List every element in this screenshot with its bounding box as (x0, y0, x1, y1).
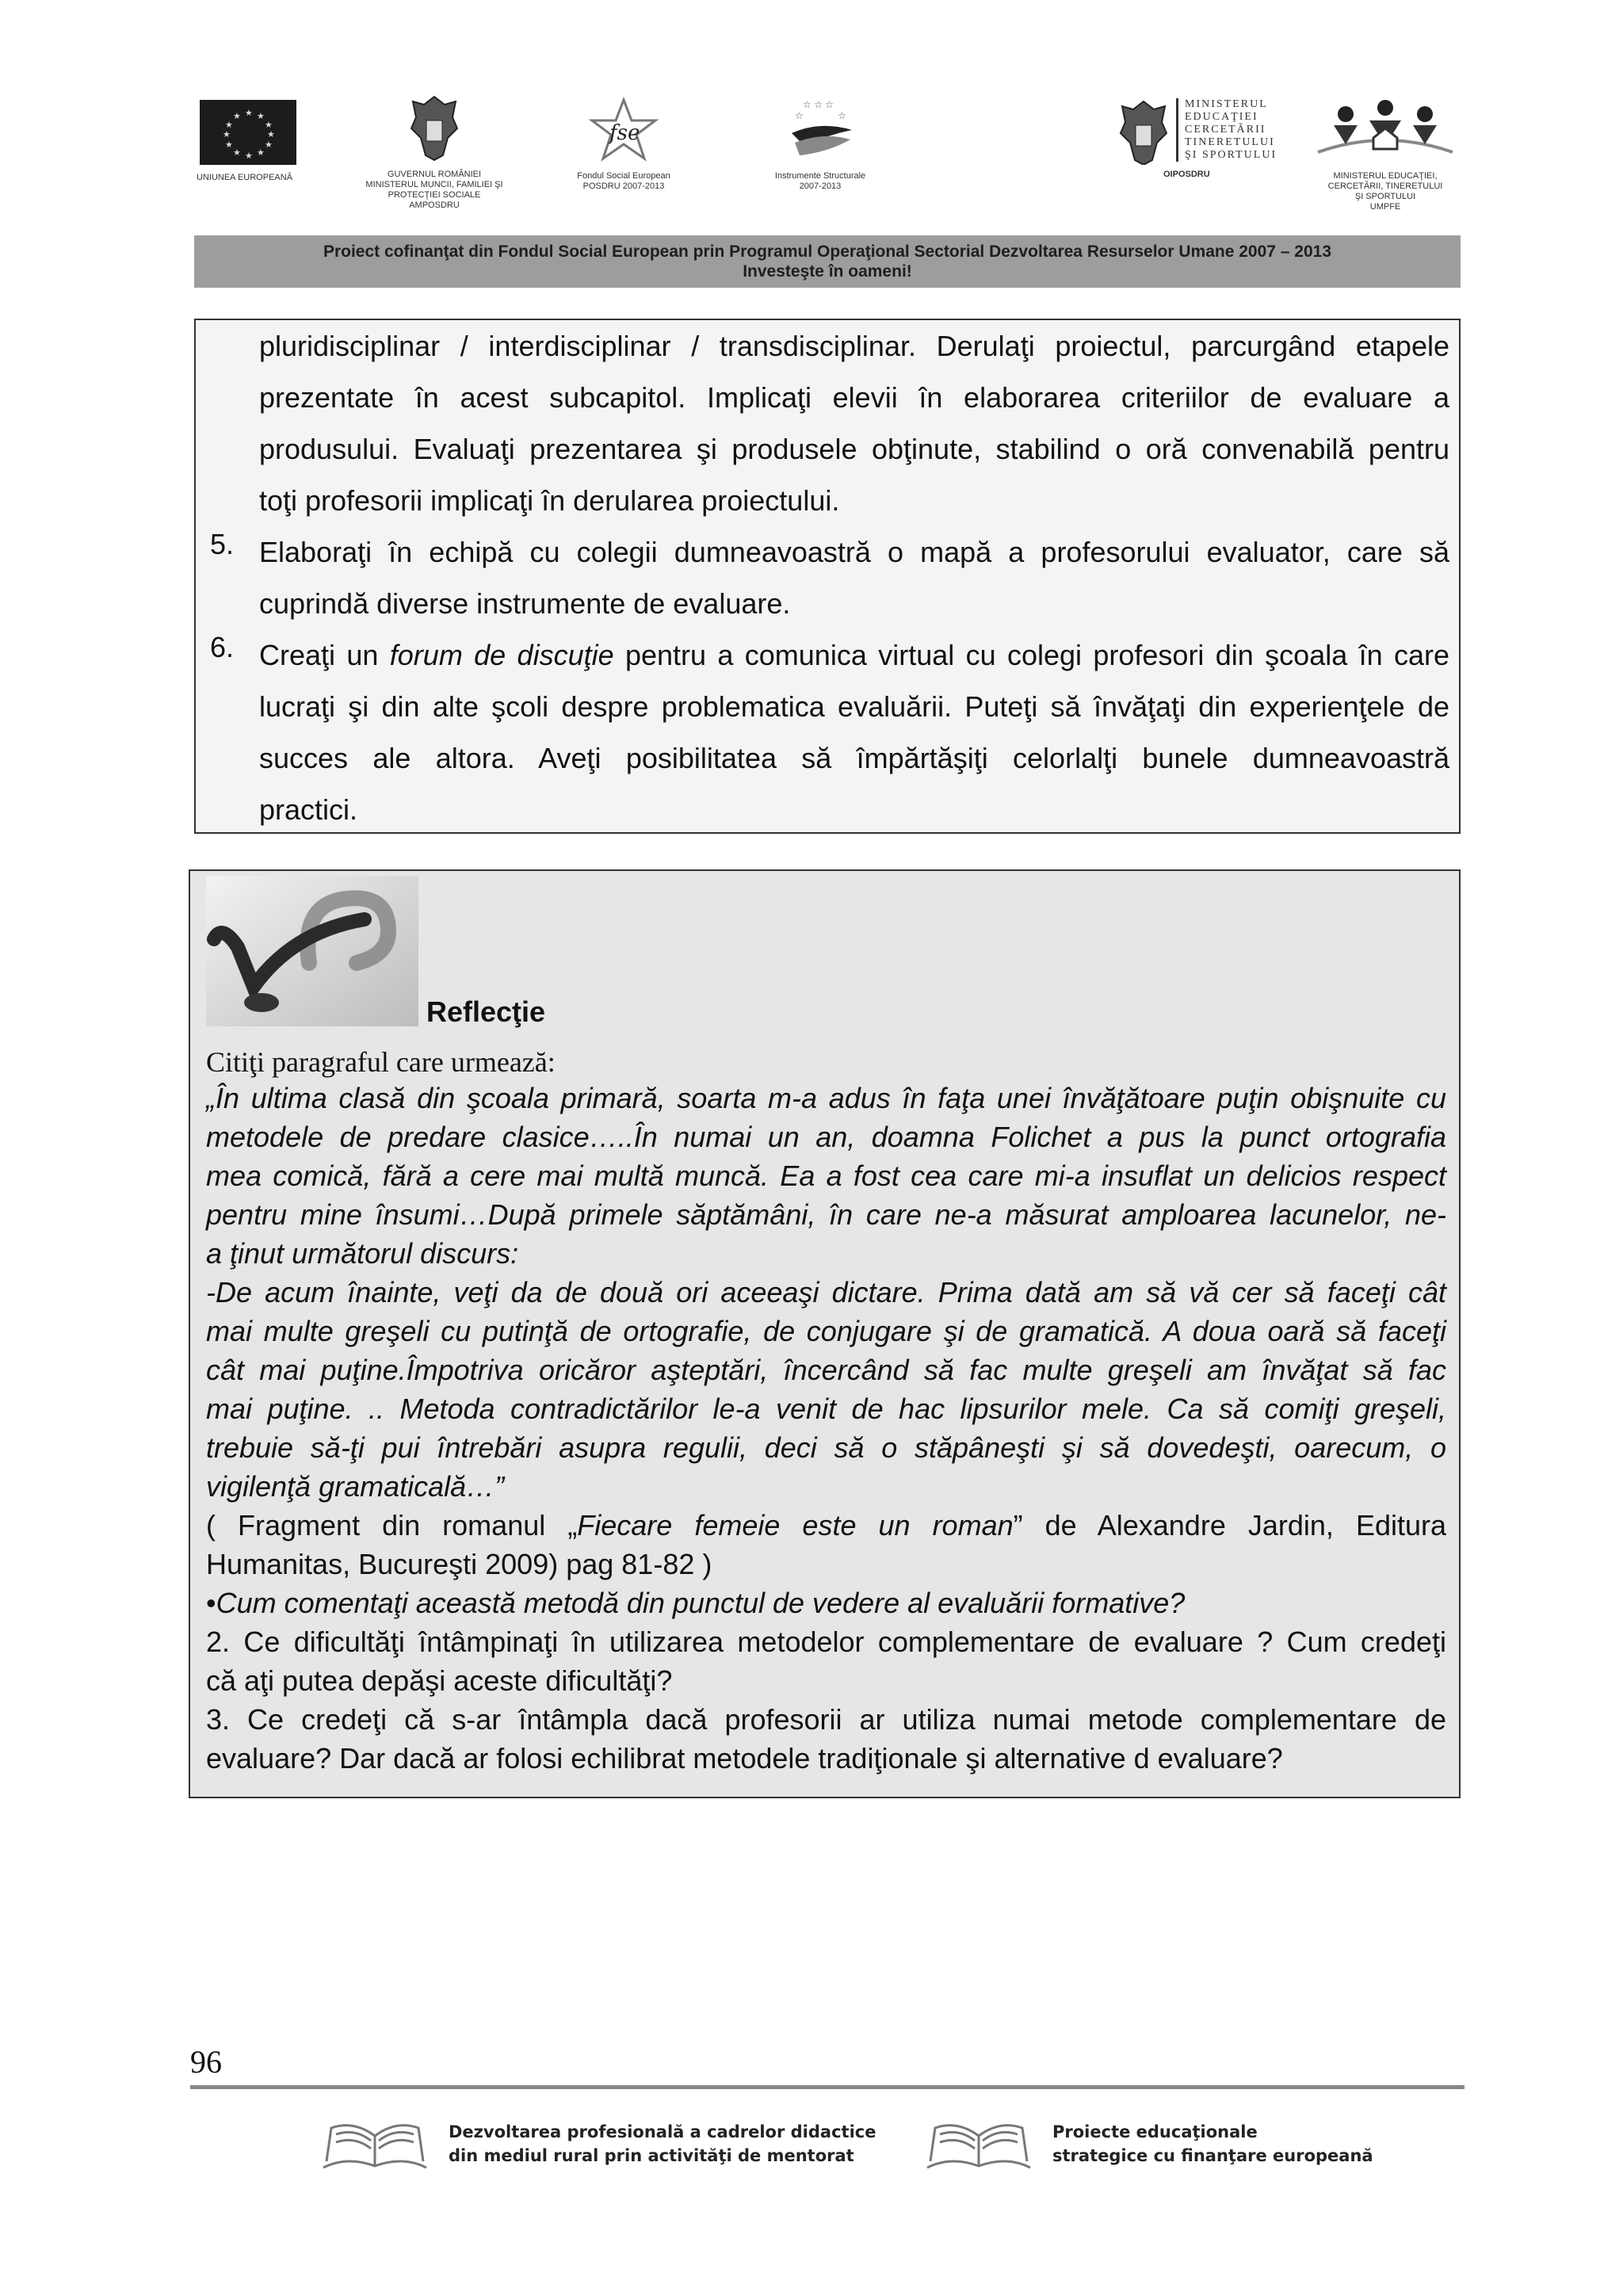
task6-line-4: practici. (259, 793, 358, 826)
ministry-education-logo (1116, 98, 1171, 165)
footer-right-text (1052, 2120, 1373, 2168)
task5-line-1: Elaboraţi în echipă cu colegii dumneavoastră o mapă a profesorului evaluator, care să (259, 536, 1449, 568)
footer-left-line-1: Dezvoltarea profesională a cadrelor didactice (449, 2122, 876, 2141)
open-book-icon-2 (919, 2112, 1038, 2177)
svg-text:★: ★ (257, 147, 265, 158)
source-line-2: Humanitas, Bucureşti 2009) pag 81-82 ) (206, 1548, 712, 1580)
task4-line-2: prezentate în acest subcapitol. Implicaţi elevii în elaborarea criteriilor de evaluare a (259, 381, 1449, 414)
task5-number: 5. (210, 528, 235, 560)
source-pre: ( Fragment din romanul „ (206, 1509, 578, 1541)
svg-text:★: ★ (265, 139, 273, 150)
svg-text:★: ★ (225, 139, 233, 150)
question-3-line-2: evaluare? Dar dacă ar folosi echilibrat metodele tradiţionale şi alternative d evaluare? (206, 1742, 1283, 1775)
umpfe-logo-block (1306, 97, 1465, 212)
svg-text:★: ★ (267, 129, 275, 139)
header-logos (197, 94, 1465, 220)
question-mark-icon (206, 876, 418, 1026)
eu-flag-logo (200, 100, 296, 165)
project-banner (194, 235, 1461, 288)
reflection-title: Reflecţie (426, 995, 546, 1028)
gov-caption: GUVERNUL ROMÂNIEI MINISTERUL MUNCII, FAMILIEI ŞI PROTECŢIEI SOCIALE AMPOSDRU (365, 170, 503, 210)
question-1 (206, 1584, 1446, 1622)
svg-text:★: ★ (257, 111, 265, 121)
task4-line-1: pluridisciplinar / interdisciplinar / transdisciplinar. Derulaţi proiectul, parcurgând etapele (259, 330, 1449, 362)
quote-line-7: mai multe greşeli cu putinţă de ortografie, de conjugare şi de gramatică. A doua oară să faceţi (206, 1315, 1446, 1347)
open-book-icon (315, 2112, 434, 2177)
quote-line-10: trebuie să-ţi pui întrebări asupra regulii, deci să o stăpâneşti şi să dovedeşti, oarecum, o (206, 1431, 1446, 1464)
banner-line-1: Proiect cofinanţat din Fondul Social European prin Programul Operaţional Sectorial Dezvoltarea Resurselor Umane 2007 – 2013 (323, 243, 1332, 261)
quote-line-3: mea comică, fără a cere mai multă muncă. Ea a fost cea care mi-a insuflat un delicios respect (206, 1159, 1446, 1192)
ministry-caption: OIPOSDRU (1163, 170, 1210, 179)
footer-divider (190, 2085, 1465, 2089)
reflection-box (189, 869, 1461, 1798)
quote-line-4: pentru mine însumi…După primele săptămâni, în care ne-a măsurat amploarea lacunelor, ne- (206, 1198, 1446, 1231)
quote-line-9: mai puţine. .. Metoda contradictărilor le-a venit de hac lipsurilor mele. Ca să comiţi greşeli, (206, 1392, 1446, 1425)
quote-line-2: metodele de predare clasice…..În numai un an, doamna Folichet a pus la punct ortografia (206, 1121, 1446, 1153)
task4-line-3: produsului. Evaluaţi prezentarea şi produsele obţinute, stabilind o oră convenabilă pentru (259, 433, 1449, 465)
romanian-government-logo (407, 94, 462, 162)
tasks-box (194, 319, 1461, 834)
source-line-1 (206, 1506, 1446, 1545)
quote-line-8: cât mai puţine.Împotriva oricăror aşteptări, încercând să fac multe greşeli am învăţat să fac (206, 1354, 1446, 1386)
gov-logo-block (363, 94, 506, 211)
eu-logo-block (197, 100, 300, 183)
svg-text:★: ★ (233, 147, 241, 158)
task4-line-4: toţi profesorii implicaţi în derularea proiectului. (259, 484, 840, 517)
umpfe-logo (1310, 97, 1461, 163)
svg-text:★: ★ (265, 120, 273, 130)
question-2-line-2: că aţi putea depăşi aceste dificultăţi? (206, 1664, 673, 1697)
banner-line-2: Investeşte în oameni! (743, 262, 912, 281)
footer-left-line-2: din mediul rural prin activităţi de mentorat (449, 2146, 854, 2165)
footer-right-line-2: strategice cu finanţare europeană (1052, 2146, 1373, 2165)
question-3-line-1: 3. Ce credeţi că s-ar întâmpla dacă profesorii ar utiliza numai metode complementare de (206, 1703, 1446, 1736)
svg-text:fse: fse (609, 121, 640, 145)
svg-text:★: ★ (233, 111, 241, 121)
task6-emphasis: forum de discuţie (389, 639, 614, 671)
structural-caption: Instrumente Structurale 2007-2013 (774, 171, 866, 191)
svg-text:☆: ☆ (838, 110, 846, 121)
svg-text:★: ★ (245, 151, 253, 161)
fse-caption: Fondul Social European POSDRU 2007-2013 (577, 171, 670, 191)
task6-post: pentru a comunica virtual cu colegi profesori din şcoala în care (613, 639, 1449, 671)
source-title: Fiecare femeie este un roman (577, 1509, 1014, 1541)
task6-line-3: succes ale altora. Aveţi posibilitatea să împărtăşiţi celorlalţi bunele dumneavoastră (259, 742, 1449, 774)
fse-logo (584, 97, 663, 163)
task6-line-2: lucraţi şi din alte şcoli despre problematica evaluării. Puteţi să învăţaţi din experienţele de (259, 690, 1449, 723)
ministry-logo-block (1116, 98, 1298, 180)
task6-line-1 (259, 629, 1449, 681)
umpfe-caption: MINISTERUL EDUCAŢIEI, CERCETĂRII, TINERETULUI ŞI SPORTULUI UMPFE (1327, 171, 1443, 212)
source-post: ” de Alexandre Jardin, Editura (1013, 1509, 1447, 1541)
task6-pre: Creaţi un (259, 639, 390, 671)
question-2-line-1: 2. Ce dificultăţi întâmpinaţi în utilizarea metodelor complementare de evaluare ? Cum credeţi (206, 1626, 1446, 1658)
quote-line-6: -De acum înainte, veţi da de două ori aceeaşi dictare. Prima dată am să vă cer să faceţi cât (206, 1276, 1446, 1308)
question-1-text: Cum comentaţi această metodă din punctul de vedere al evaluării formative? (216, 1587, 1186, 1619)
svg-text:★: ★ (245, 108, 253, 118)
svg-text:☆: ☆ (795, 110, 804, 121)
quote-line-5: a ţinut următorul discurs: (206, 1237, 519, 1270)
structural-instruments-logo (781, 97, 860, 163)
footer-left-text (449, 2120, 876, 2168)
task5-line-2: cuprindă diverse instrumente de evaluare. (259, 587, 791, 620)
quote-line-1: „În ultima clasă din şcoala primară, soarta m-a adus în faţa unei învăţătoare puţin obişnuite cu (206, 1082, 1446, 1114)
footer-right-line-1: Proiecte educaţionale (1052, 2122, 1258, 2141)
eu-caption: UNIUNEA EUROPEANĂ (197, 173, 293, 182)
structural-logo-block (761, 97, 880, 192)
page-number: 96 (190, 2044, 222, 2080)
fse-logo-block (564, 97, 683, 192)
quote-line-11: vigilenţă gramaticală…” (206, 1470, 505, 1503)
reflection-intro: Citiţi paragraful care urmează: (206, 1046, 556, 1078)
svg-text:★: ★ (225, 120, 233, 130)
svg-text:★: ★ (223, 129, 231, 139)
task6-number: 6. (210, 631, 235, 663)
svg-text:☆ ☆ ☆: ☆ ☆ ☆ (803, 99, 834, 110)
ministry-text: MINISTERUL EDUCAŢIEI CERCETĂRII TINERETULUI ŞI SPORTULUI (1176, 98, 1277, 162)
bullet-icon: • (206, 1587, 216, 1619)
reflection-body (206, 1079, 1446, 1778)
